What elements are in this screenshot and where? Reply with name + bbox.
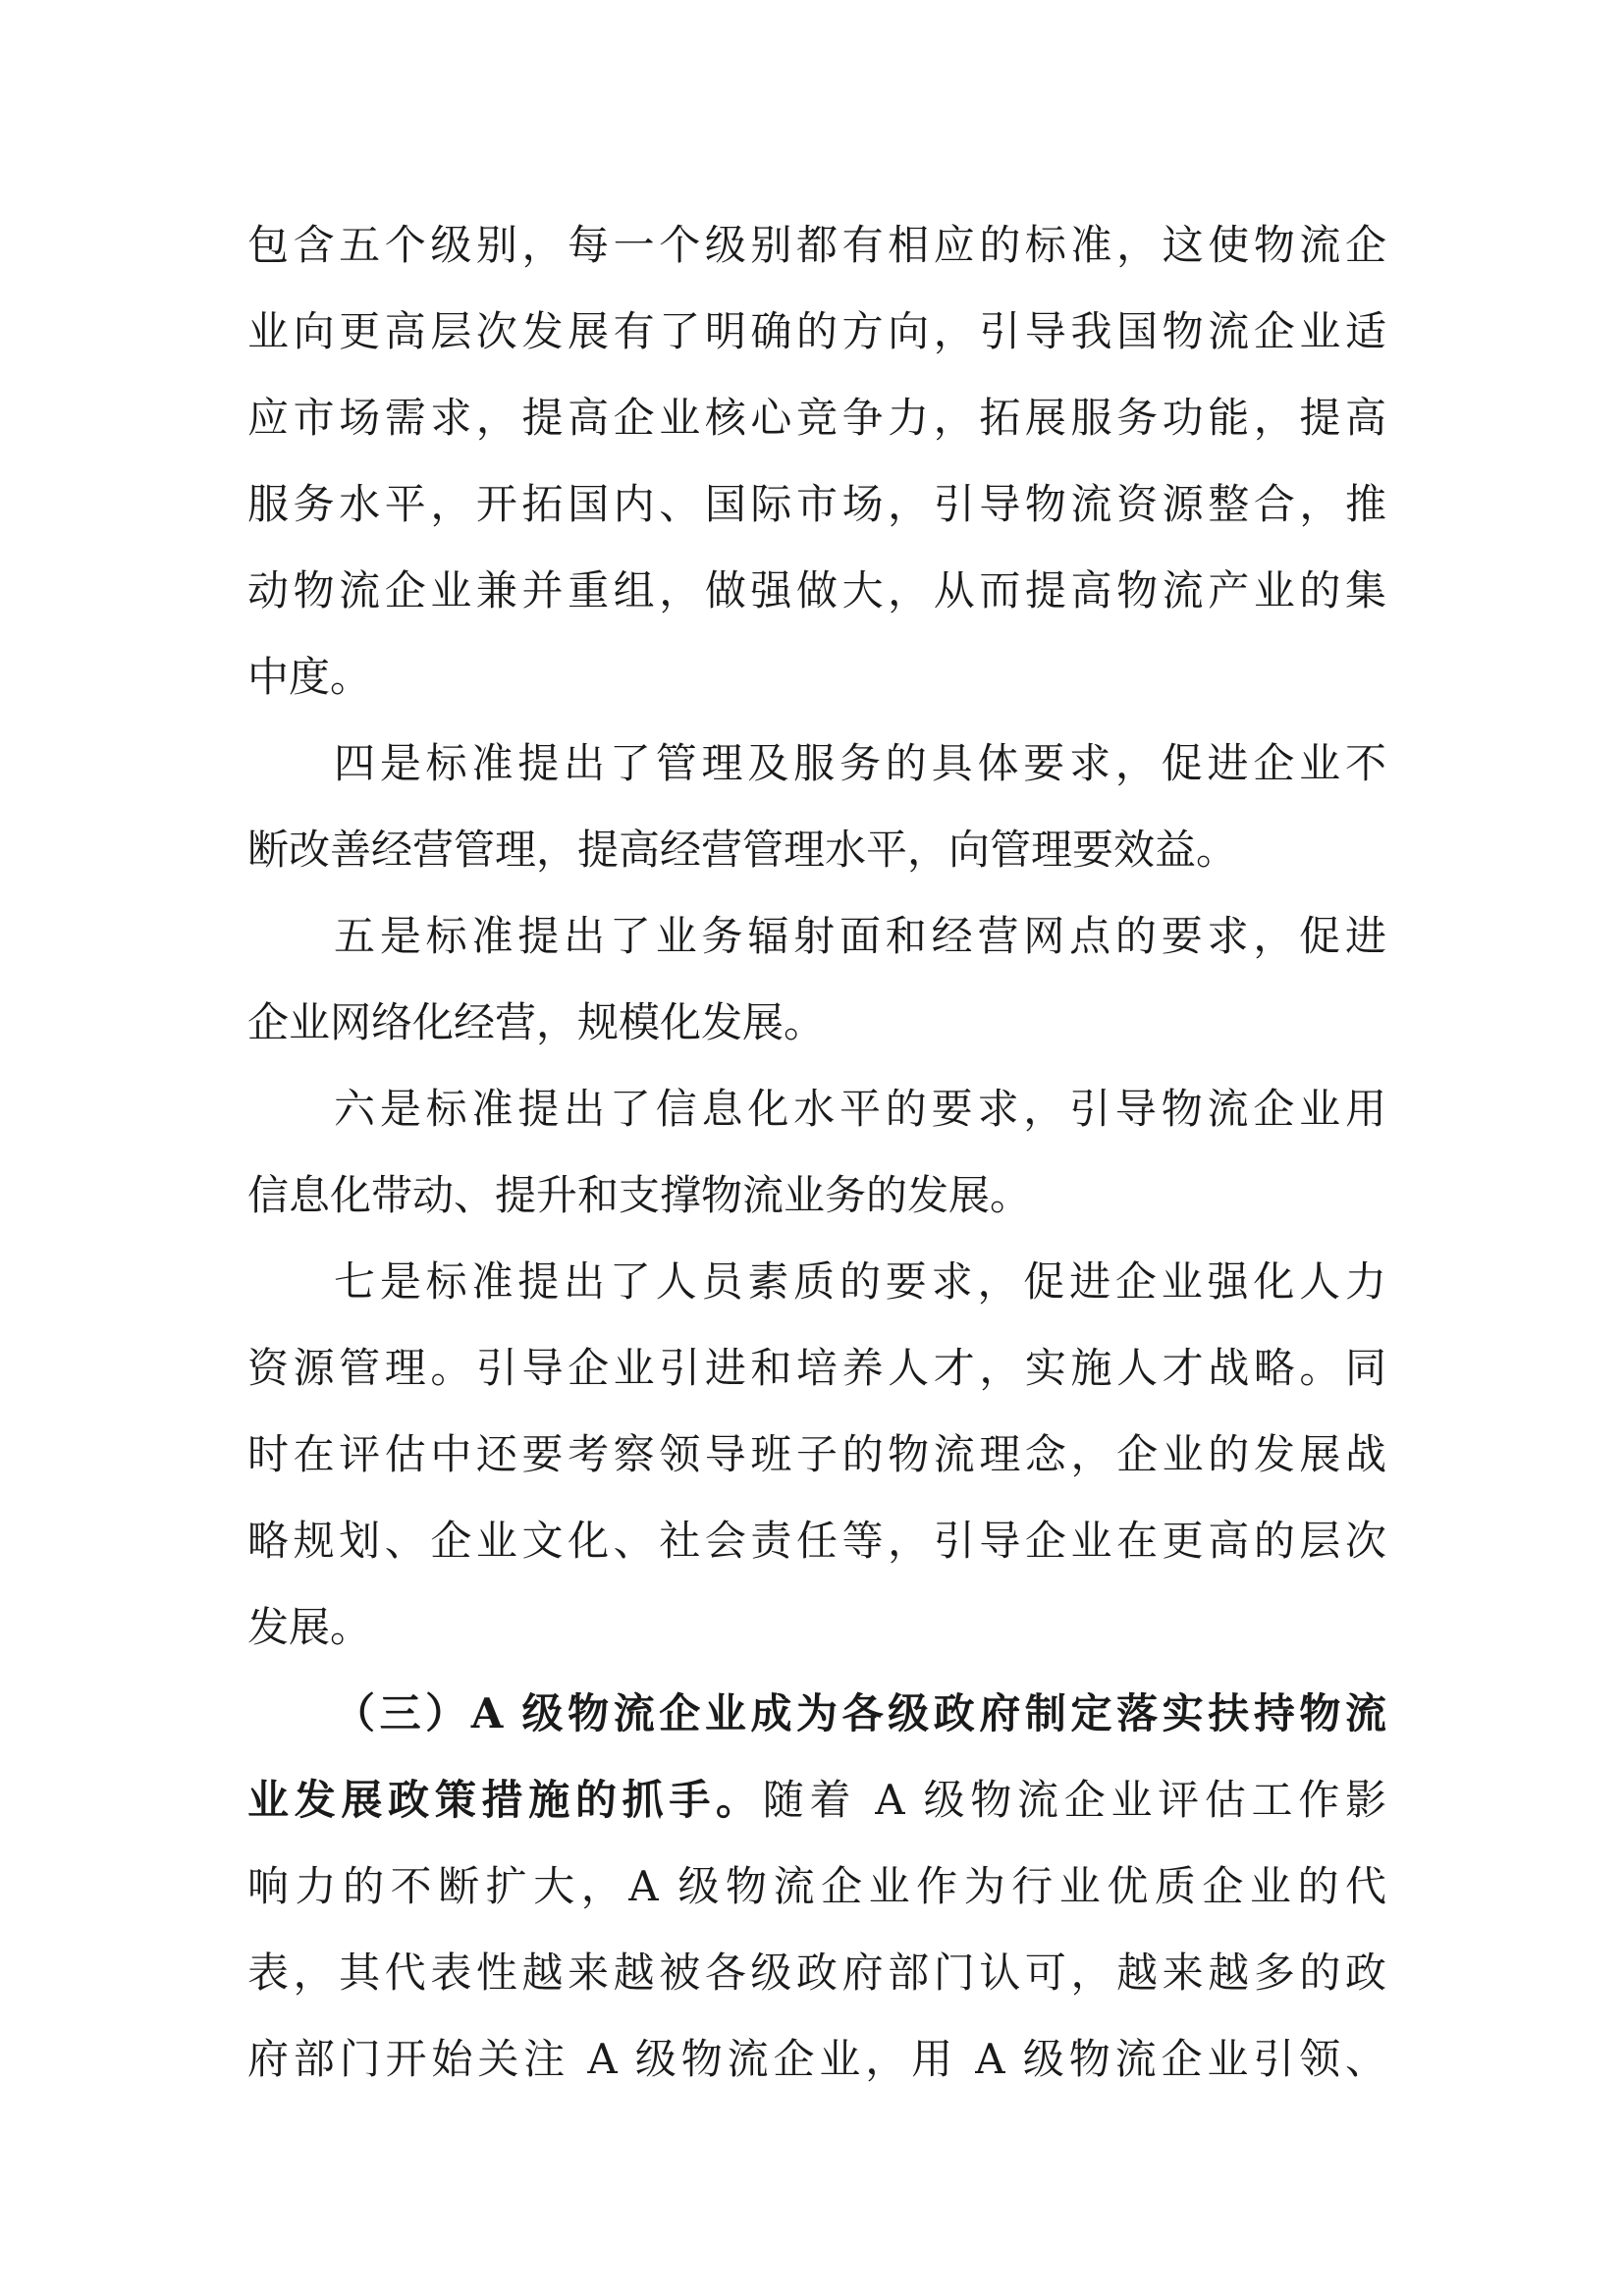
paragraph-line: 服务水平，开拓国内、国际市场，引导物流资源整合，推: [247, 480, 1386, 528]
paragraph-line: 资源管理。引导企业引进和培养人才，实施人才战略。同: [247, 1344, 1386, 1392]
paragraph-line: 信息化带动、提升和支撑物流业务的发展。: [247, 1171, 1032, 1219]
paragraph-line: 企业网络化经营，规模化发展。: [247, 998, 826, 1046]
paragraph-text: 随着 A 级物流企业评估工作影: [762, 1776, 1386, 1824]
body-text: [247, 202, 1386, 2103]
paragraph-line: 府部门开始关注 A 级物流企业，用 A 级物流企业引领、: [247, 2035, 1386, 2083]
section-heading-line: （三）A 级物流企业成为各级政府制定落实扶持物流: [334, 1689, 1386, 1737]
paragraph-line: 中度。: [247, 653, 372, 701]
paragraph-line: [247, 1757, 1386, 1843]
paragraph-line: 断改善经营管理，提高经营管理水平，向管理要效益。: [247, 826, 1238, 874]
section-heading-end: 业发展政策措施的抓手。: [247, 1776, 763, 1824]
paragraph-line: 四是标准提出了管理及服务的具体要求，促进企业不: [334, 739, 1386, 787]
paragraph-line: 应市场需求，提高企业核心竞争力，拓展服务功能，提高: [247, 394, 1386, 442]
paragraph-line: 包含五个级别，每一个级别都有相应的标准，这使物流企: [247, 221, 1386, 269]
paragraph-line: 响力的不断扩大，A 级物流企业作为行业优质企业的代: [247, 1862, 1386, 1910]
paragraph-line: 七是标准提出了人员素质的要求，促进企业强化人力: [334, 1257, 1386, 1306]
paragraph-line: 动物流企业兼并重组，做强做大，从而提高物流产业的集: [247, 566, 1386, 614]
paragraph-line: 发展。: [247, 1603, 372, 1651]
paragraph-line: 表，其代表性越来越被各级政府部门认可，越来越多的政: [247, 1949, 1386, 1997]
paragraph-line: 五是标准提出了业务辐射面和经营网点的要求，促进: [334, 912, 1386, 960]
paragraph-line: 六是标准提出了信息化水平的要求，引导物流企业用: [334, 1085, 1386, 1133]
paragraph-line: 业向更高层次发展有了明确的方向，引导我国物流企业适: [247, 307, 1386, 355]
paragraph-line: 略规划、企业文化、社会责任等，引导企业在更高的层次: [247, 1517, 1386, 1565]
paragraph-line: 时在评估中还要考察领导班子的物流理念，企业的发展战: [247, 1430, 1386, 1478]
